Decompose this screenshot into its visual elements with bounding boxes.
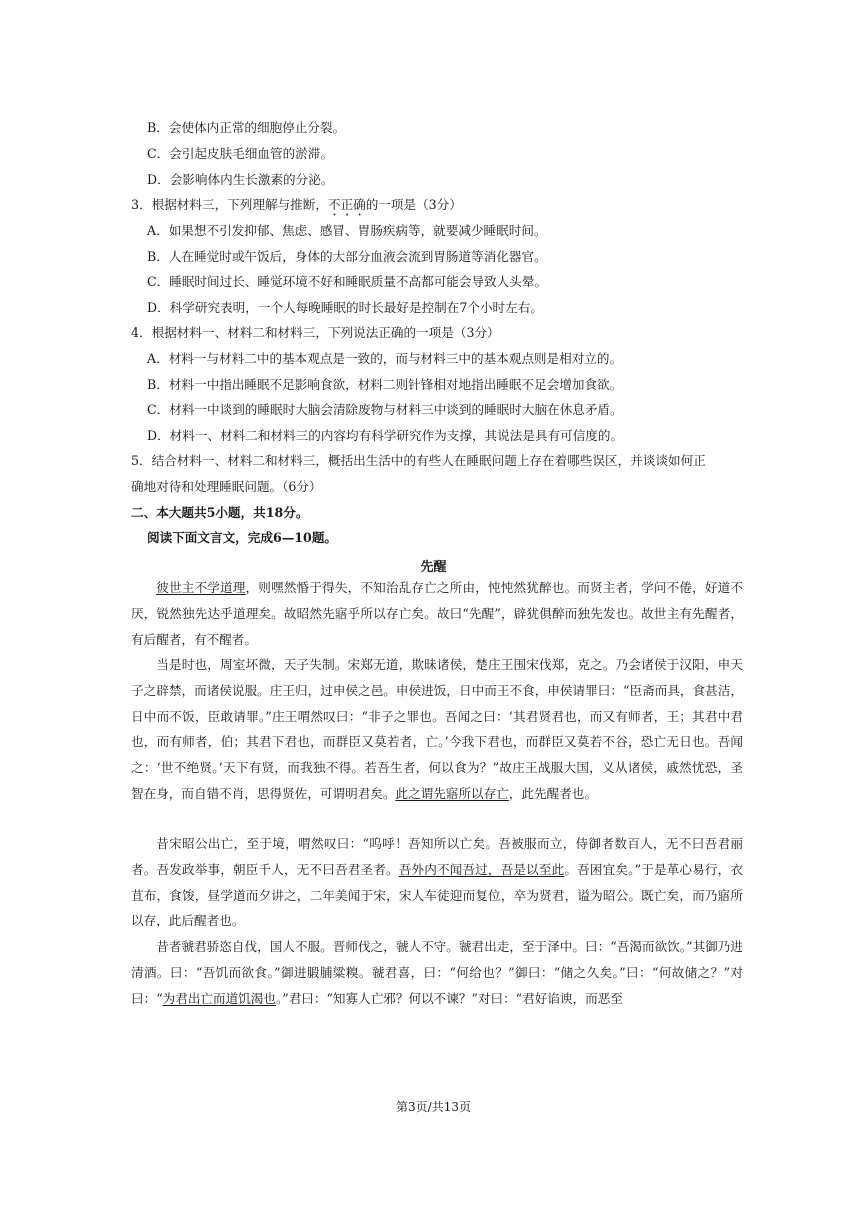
- underlined-sentence: 此之谓先寤所以存亡: [395, 785, 509, 801]
- q3-option-b: B．人在睡觉时或午饭后，身体的大部分血液会流到胃肠道等消化器官。: [147, 249, 547, 264]
- paragraph-text: 昔者虢君骄恣自伐，国人不服。晋师伐之，虢人不守。虢君出走，至于泽中。曰：“吾渴而欲饮。”其御乃进清酒。曰：“吾饥而欲食。”御进腶脯粱糗。虢君喜，曰：“何给也？”御曰：“储之久矣。”曰：“何故储之？”对曰：“: [131, 939, 743, 1006]
- section-heading: 二、本大题共5小题，共18分。: [131, 505, 309, 520]
- q2-option-c: C．会引起皮肤毛细血管的淤滞。: [147, 146, 333, 161]
- q2-option-d: D．会影响体内生长激素的分泌。: [147, 172, 334, 187]
- underlined-sentence: 吾外内不闻吾过，吾是以至此: [398, 861, 565, 877]
- passage-paragraph-2: [131, 652, 743, 807]
- q3-option-c: C．睡眠时间过长、睡觉环境不好和睡眠质量不高都可能会导致人头晕。: [147, 274, 548, 289]
- q4-option-a: A．材料一与材料二中的基本观点是一致的，而与材料三中的基本观点则是相对立的。: [147, 351, 623, 366]
- q3-stem-text: 3．根据材料三，下列理解与推断，: [131, 197, 328, 212]
- paragraph-text: 。吾困宜矣。”于是革心易行，衣苴布，食馂，昼学道而夕讲之，二年美闻于宋，宋人车徒迎而复位，卒为贤君，谥为昭公。既亡矣，而乃寤所以存，此后醒者也。: [131, 861, 744, 929]
- section-instruction: 阅读下面文言文，完成6—10题。: [147, 530, 338, 545]
- q4-stem: 4．根据材料一、材料二和材料三，下列说法正确的一项是（3分）: [131, 325, 500, 340]
- paragraph-text: 昔宋昭公出亡，至于境，喟然叹曰：“呜呼！吾知所以亡矣。吾被服而立，侍御者数百人，无不曰吾君丽者。吾发政举事，朝臣千人，无不曰吾君圣者。: [131, 836, 743, 877]
- q3-option-d: D．科学研究表明，一个人每晚睡眠的时长最好是控制在7个小时左右。: [147, 300, 543, 315]
- q3-stem: [131, 197, 462, 219]
- paragraph-text: 。”君曰：“知寡人亡邪？何以不谏？”对曰：“君好谄谀，而恶至: [275, 990, 623, 1006]
- q3-option-a: A．如果想不引发抑郁、焦虑、感冒、胃肠疾病等，就要减少睡眠时间。: [147, 223, 547, 238]
- passage-paragraph-1: [131, 575, 743, 652]
- q3-stem-emphasis: 不正确: [327, 197, 366, 212]
- paragraph-text: ，则嘿然惛于得失，不知治乱存亡之所由，忳忳然犹醉也。而贤主者，学问不倦，好道不厌，锐然独先达乎道理矣。故昭然先寤乎所以存亡矣。故曰“先醒”，辟犹俱醉而独先发也。故世主有先醒者，有后醒者，有不醒者。: [131, 580, 744, 647]
- q2-option-b: B．会使体内正常的细胞停止分裂。: [147, 120, 346, 135]
- q4-option-b: B．材料一中指出睡眠不足影响食欲，材料二则针锋相对地指出睡眠不足会增加食欲。: [147, 377, 623, 392]
- page-number: 第3页/共13页: [396, 1100, 471, 1114]
- q3-stem-points: 的一项是（3分）: [365, 197, 462, 212]
- paragraph-text: ，此先醒者也。: [508, 785, 597, 801]
- passage-title: 先醒: [420, 560, 447, 575]
- underlined-sentence: 为君出亡而道饥渴也: [162, 990, 276, 1006]
- paragraph-text: 当是时也，周室坏微，天子失制。宋郑无道，欺昧诸侯，楚庄王围宋伐郑，克之。乃会诸侯于汉阳，申天子之辟禁，而诸侯说服。庄王归，过申侯之邑。申侯进饭，日中而王不食，申侯请罪曰：“臣斋而具，食甚洁，日中而不饭，臣敢请罪。”庄王喟然叹曰：“非子之罪也。吾闻之曰：‘其君贤君也，而又有师者，王；其君中君也，而有师者，伯；其君下君也，而群臣又莫若者，亡。’今我下君也，而群臣又莫若不谷，恐亡无日也。吾闻之：‘世不绝贤。’天下有贤，而我独不得。若吾生者，何以食为？”故庄王战服大国，义从诸侯，戚然忧恐，圣智在身，而自错不肖，思得贤佐，可谓明君矣。: [131, 657, 743, 801]
- q4-option-c: C．材料一中谈到的睡眠时大脑会清除废物与材料三中谈到的睡眠时大脑在休息矛盾。: [147, 402, 623, 417]
- underlined-sentence: 彼世主不学道理: [156, 580, 246, 595]
- q5-stem-line2: 确地对待和处理睡眠问题。（6分）: [131, 479, 322, 494]
- passage-paragraph-3: [131, 831, 743, 934]
- q4-option-d: D．材料一、材料二和材料三的内容均有科学研究作为支撑，其说法是具有可信度的。: [147, 428, 624, 443]
- q5-stem-line1: 5．结合材料一、材料二和材料三，概括出生活中的有些人在睡眠问题上存在着哪些误区，并谈谈如何正: [131, 453, 706, 468]
- passage-paragraph-4: [131, 934, 743, 1011]
